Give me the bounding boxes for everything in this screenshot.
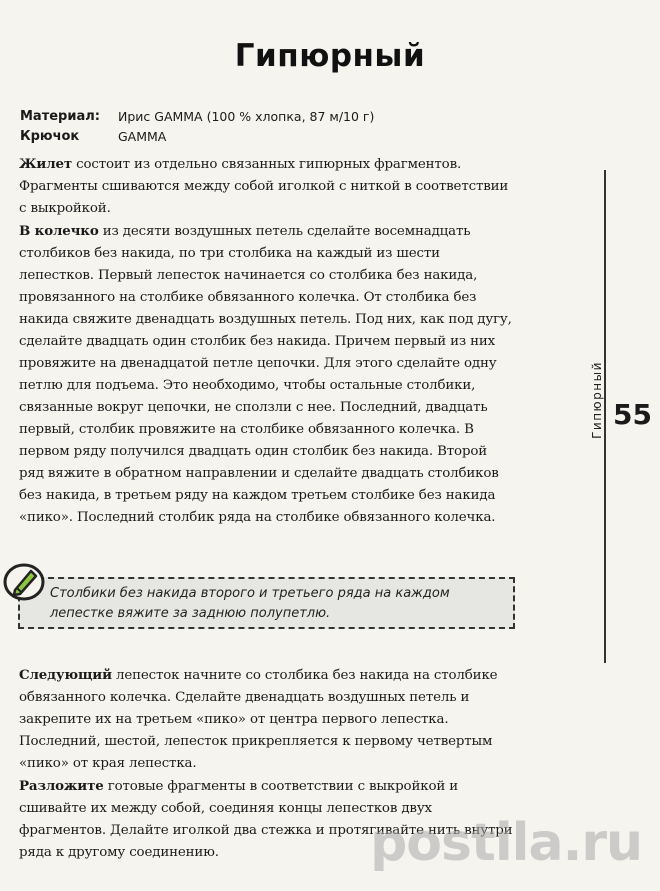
section-label: Гипюрный [590, 361, 604, 439]
watermark: postila.ru [370, 813, 642, 873]
tip-text: Столбики без накида второго и третьего ряда на каждом лепестке вяжите за заднюю полупетлю. [50, 586, 450, 621]
paragraph-lead: Жилет [19, 156, 73, 172]
material-label: Материал: [20, 109, 100, 124]
paragraph-text: готовые фрагменты в соответствии с выкройкой и сшивайте их между собой, соединяя концы лепестков двух фрагментов. Делайте иголкой два стежка и протягивайте нить внутри ряда к другому соединению. [19, 779, 513, 860]
page-title: Гипюрный [234, 38, 426, 74]
paragraph [19, 153, 514, 220]
paragraph-lead: В колечко [19, 223, 99, 239]
material-row [20, 107, 374, 127]
pencil-note-icon [3, 562, 49, 604]
paragraph-text: лепесток начните со столбика без накида на столбике обвязанного колечка. Сделайте двенадцать воздушных петель и закрепите их на третьем «пико» от центра первого лепестка. Последний, шестой, лепесток прикрепляется к первому четвертым «пико» от края лепестка. [19, 668, 498, 771]
tip-box [18, 577, 515, 629]
paragraph-lead: Следующий [19, 667, 112, 683]
paragraph [19, 664, 514, 775]
materials-block [20, 107, 374, 147]
paragraph-text: из десяти воздушных петель сделайте восемнадцать столбиков без накида, по три столбика на каждый из шести лепестков. Первый лепесток начинается со столбика без накида, провязанного на столбике обвязанного колечка. От столбика без накида свяжите двенадцать воздушных петель. Под них, как под дугу, сделайте двадцать один столбик без накида. Причем первый из них провяжите на двенадцатой петле цепочки. Для этого сделайте одну петлю для подъема. Это необходимо, чтобы остальные столбики, связанные вокруг цепочки, не сползли с нее. Последний, двадцать первый, столбик провяжите на столбике обвязанного колечка. В первом ряду получился двадцать один столбик без накида. Второй ряд вяжите в обратном направлении и сделайте двадцать столбиков без накида, в третьем ряду на каждом третьем столбике без накида «пико». Последний столбик ряда на столбике обвязанного колечка. [19, 224, 512, 525]
hook-value: GAMMA [118, 129, 167, 144]
hook-label: Крючок [20, 129, 80, 144]
side-divider [604, 170, 606, 663]
paragraph-text: состоит из отдельно связанных гипюрных фрагментов. Фрагменты сшиваются между собой иголкой с ниткой в соответствии с выкройкой. [19, 157, 509, 216]
page-number: 55 [613, 398, 652, 431]
material-value: Ирис GAMMA (100 % хлопка, 87 м/10 г) [118, 109, 375, 124]
paragraph-lead: Разложите [19, 778, 104, 794]
hook-row [20, 127, 374, 147]
instructions-part-1 [19, 153, 514, 529]
paragraph [19, 220, 514, 529]
